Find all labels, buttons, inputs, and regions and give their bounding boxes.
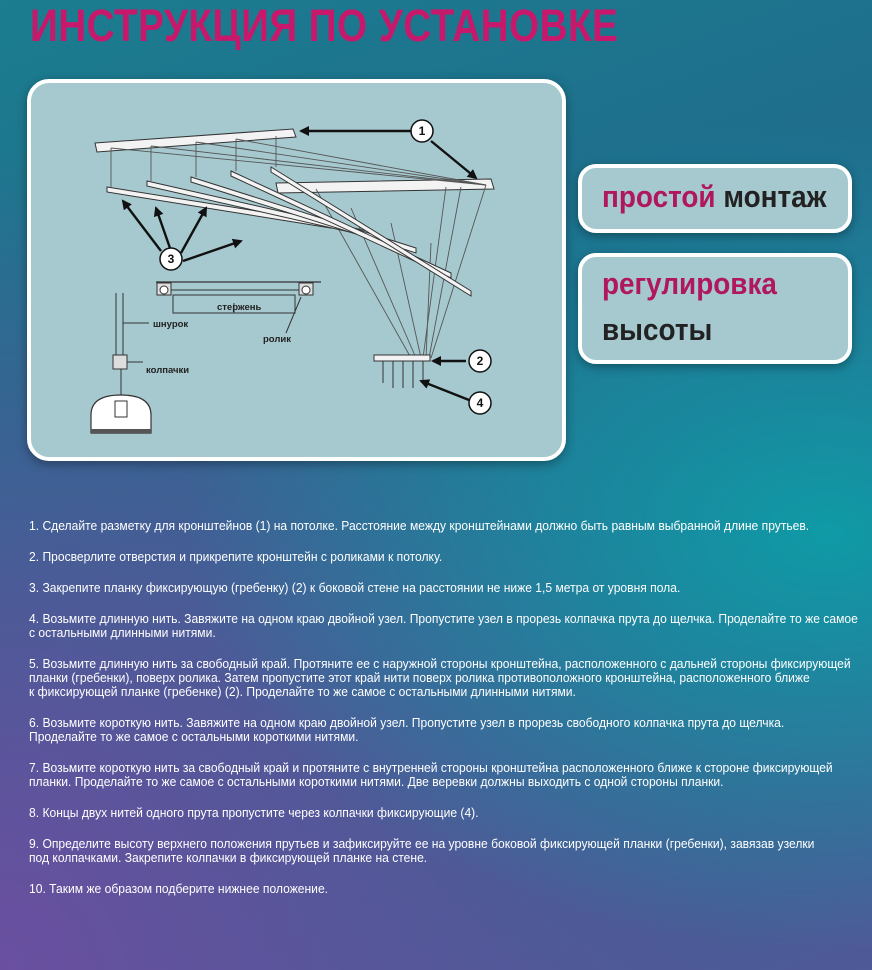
svg-text:2: 2	[476, 354, 484, 368]
callout-4	[469, 392, 491, 414]
instruction-step: 6. Возьмите короткую нить. Завяжите на одном краю двойной узел. Пропустите узел в прорезь свободного колпачка прута до щелчка. Проделайте то же самое с остальными короткими нитями.	[29, 715, 785, 744]
callout-2	[469, 350, 491, 372]
fixing-bar	[374, 355, 430, 388]
instructions-list	[29, 519, 859, 913]
installation-diagram	[27, 79, 566, 461]
callout-3	[160, 248, 182, 270]
instruction-step: 5. Возьмите длинную нить за свободный край. Протяните ее с наружной стороны кронштейна, расположенного с дальней стороны фиксирующей планки (гребенки), поверх ролика. Затем пропустите этот край нити поверх ролика противоположного кронштейна, расположенного ближе к фиксирующей планке (гребенке) (2). Проделайте то же самое с остальными длинными нитями.	[29, 656, 851, 699]
label-caps: колпачки	[146, 365, 190, 376]
instruction-step: 3. Закрепите планку фиксирующую (гребенку) (2) к боковой стене на расстоянии не ниже 1,5 метра от уровня пола.	[29, 580, 681, 595]
diagram-svg	[31, 83, 562, 457]
feature-accent: простой	[602, 179, 716, 214]
cord-detail	[91, 293, 151, 433]
label-rod: стержень	[217, 302, 262, 313]
label-roller: ролик	[263, 334, 291, 345]
feature-rest: высоты	[602, 312, 713, 347]
page-title: ИНСТРУКЦИЯ ПО УСТАНОВКЕ	[30, 0, 619, 51]
feature-accent: регулировка	[602, 266, 777, 301]
svg-text:4: 4	[476, 396, 484, 410]
svg-text:3: 3	[167, 252, 175, 266]
instruction-step: 7. Возьмите короткую нить за свободный край и протяните с внутренней стороны кронштейна расположенного ближе к стороне фиксирующей планки. Проделайте то же самое с остальными короткими нитями. Две веревки должны выходить с одной стороны планки.	[29, 760, 833, 789]
ceiling-bracket-left	[95, 129, 296, 152]
label-cord: шнурок	[153, 319, 189, 330]
instruction-step: 8. Концы двух нитей одного прута пропустите через колпачки фиксирующие (4).	[29, 805, 479, 820]
instruction-step: 1. Сделайте разметку для кронштейнов (1) на потолке. Расстояние между кронштейнами должно быть равным выбранной длине прутьев.	[29, 518, 810, 533]
feature-easy-install	[578, 164, 852, 233]
feature-height-adjust	[578, 253, 852, 364]
instruction-step: 9. Определите высоту верхнего положения прутьев и зафиксируйте ее на уровне боковой фиксирующей планки (гребенки), завязав узелки под колпачками. Закрепите колпачки в фиксирующей планке на стене.	[29, 836, 815, 865]
svg-text:1: 1	[418, 124, 426, 138]
callout-1	[411, 120, 433, 142]
instruction-step: 2. Просверлите отверстия и прикрепите кронштейн с роликами к потолку.	[29, 549, 443, 564]
feature-rest: монтаж	[715, 179, 827, 214]
instruction-step: 10. Таким же образом подберите нижнее положение.	[29, 881, 329, 896]
instruction-step: 4. Возьмите длинную нить. Завяжите на одном краю двойной узел. Пропустите узел в прорезь колпачка прута до щелчка. Проделайте то же самое с остальными длинными нитями.	[29, 611, 858, 640]
